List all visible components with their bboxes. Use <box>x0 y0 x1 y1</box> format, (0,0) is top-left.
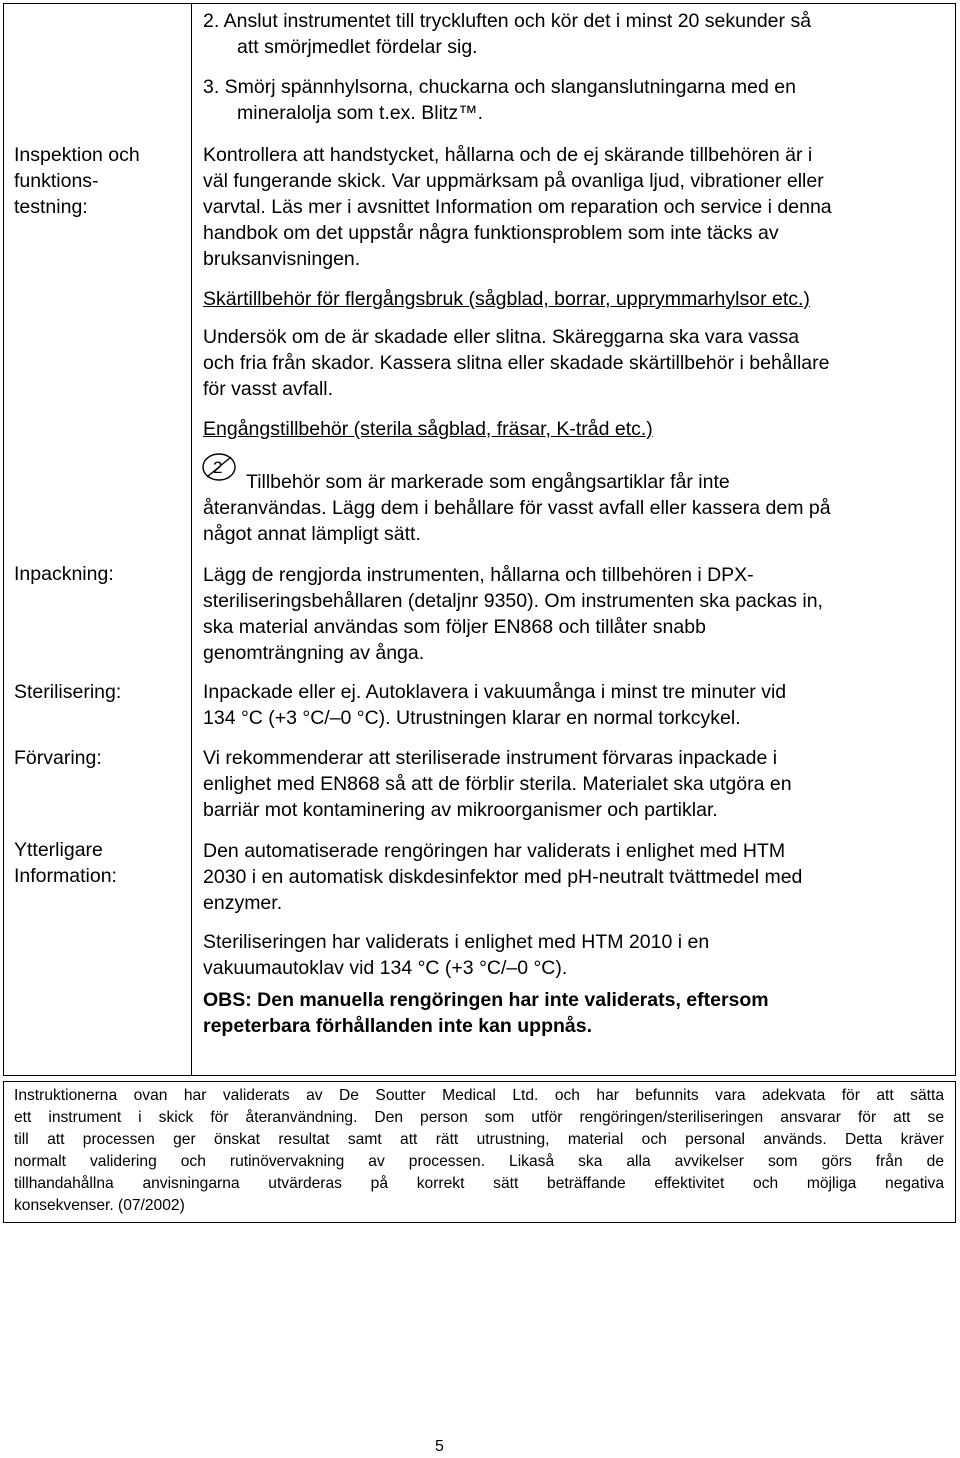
footer-line1: Instruktionerna ovan har validerats av De Soutter Medical Ltd. och har befunnits vara adekvata för att sätta <box>14 1087 944 1104</box>
inspection-para-line5: bruksanvisningen. <box>203 248 361 270</box>
table-right-border <box>955 3 956 1076</box>
inspection-para-line3: varvtal. Läs mer i avsnittet Information om reparation och service i denna <box>203 196 832 218</box>
table-top-border <box>3 3 956 4</box>
footer-line4: normalt validering och rutinövervakning av processen. Likaså ska alla avvikelser som görs från de <box>14 1153 944 1170</box>
reusable-para-line2: och fria från skador. Kassera slitna eller skadade skärtillbehör i behållare <box>203 352 830 374</box>
packing-line4: genomträngning av ånga. <box>203 642 425 664</box>
reusable-para-line1: Undersök om de är skadade eller slitna. Skäreggarna ska vara vassa <box>203 326 800 348</box>
additional-para2-line2: vakuumautoklav vid 134 °C (+3 °C/–0 °C). <box>203 957 568 979</box>
additional-para1-line3: enzymer. <box>203 892 283 914</box>
footer-line2: ett instrument i skick för återanvändning. Den person som utför rengöringen/steriliseringen ansvarar för att se <box>14 1109 944 1126</box>
do-not-reuse-icon <box>200 452 240 482</box>
inspection-para-line4: handbok om det uppstår några funktionsproblem som inte täcks av <box>203 222 779 244</box>
footer-line6: konsekvenser. (07/2002) <box>14 1197 185 1214</box>
single-use-para-line2: återanvändas. Lägg dem i behållare för vasst avfall eller kassera dem på <box>203 497 831 519</box>
footer-line5: tillhandahållna anvisningarna utvärderas på korrekt sätt beträffande effektivitet och möjliga negativa <box>14 1175 944 1192</box>
svg-text:2: 2 <box>213 458 223 477</box>
footer-line3: till att processen ger önskat resultat samt att rätt utrustning, material och personal används. Detta kräver <box>14 1131 944 1148</box>
table-column-divider <box>191 3 192 1076</box>
step-2-line1: 2. Anslut instrumentet till tryckluften och kör det i minst 20 sekunder så <box>203 10 812 32</box>
additional-para1-line1: Den automatiserade rengöringen har validerats i enlighet med HTM <box>203 840 786 862</box>
additional-para1-line2: 2030 i en automatisk diskdesinfektor med pH-neutralt tvättmedel med <box>203 866 803 888</box>
sterilization-line2: 134 °C (+3 °C/–0 °C). Utrustningen klarar en normal torkcykel. <box>203 707 741 729</box>
label-inspection-line2: funktions- <box>14 170 99 192</box>
packing-line1: Lägg de rengjorda instrumenten, hållarna och tillbehören i DPX- <box>203 564 754 586</box>
reusable-para-line3: för vasst avfall. <box>203 378 334 400</box>
label-storage: Förvaring: <box>14 747 102 769</box>
table-bottom-border <box>3 1075 956 1076</box>
single-use-heading: Engångstillbehör (sterila sågblad, fräsar, K-tråd etc.) <box>203 418 653 440</box>
sterilization-line1: Inpackade eller ej. Autoklavera i vakuumånga i minst tre minuter vid <box>203 681 787 703</box>
single-use-para-line1: Tillbehör som är markerade som engångsartiklar får inte <box>246 471 730 493</box>
single-use-para-line3: något annat lämpligt sätt. <box>203 523 421 545</box>
footer-box-top-border <box>3 1081 956 1082</box>
storage-line1: Vi rekommenderar att steriliserade instrument förvaras inpackade i <box>203 747 778 769</box>
obs-warning-line1: OBS: Den manuella rengöringen har inte validerats, eftersom <box>203 989 769 1011</box>
footer-box-bottom-border <box>3 1222 956 1223</box>
inspection-para-line1: Kontrollera att handstycket, hållarna och de ej skärande tillbehören är i <box>203 144 813 166</box>
storage-line3: barriär mot kontaminering av mikroorganismer och partiklar. <box>203 799 718 821</box>
inspection-para-line2: väl fungerande skick. Var uppmärksam på ovanliga ljud, vibrationer eller <box>203 170 824 192</box>
reusable-cutting-heading: Skärtillbehör för flergångsbruk (sågblad, borrar, upprymmarhylsor etc.) <box>203 288 810 310</box>
storage-line2: enlighet med EN868 så att de förblir sterila. Materialet ska utgöra en <box>203 773 792 795</box>
label-packing: Inpackning: <box>14 563 114 585</box>
footer-box-left-border <box>3 1081 4 1223</box>
label-inspection-line3: testning: <box>14 196 88 218</box>
packing-line3: ska material användas som följer EN868 och tillåter snabb <box>203 616 706 638</box>
step-3-line1: 3. Smörj spännhylsorna, chuckarna och slanganslutningarna med en <box>203 76 796 98</box>
label-additional-line2: Information: <box>14 865 117 887</box>
packing-line2: steriliseringsbehållaren (detaljnr 9350). Om instrumenten ska packas in, <box>203 590 823 612</box>
step-2-line2: att smörjmedlet fördelar sig. <box>237 36 478 58</box>
label-inspection-line1: Inspektion och <box>14 144 140 166</box>
page-number: 5 <box>435 1438 444 1455</box>
step-3-line2: mineralolja som t.ex. Blitz™. <box>237 102 483 124</box>
additional-para2-line1: Steriliseringen har validerats i enlighet med HTM 2010 i en <box>203 931 710 953</box>
table-left-border <box>3 3 4 1076</box>
label-sterilization: Sterilisering: <box>14 681 122 703</box>
obs-warning-line2: repeterbara förhållanden inte kan uppnås. <box>203 1015 593 1037</box>
label-additional-line1: Ytterligare <box>14 839 103 861</box>
footer-box-right-border <box>955 1081 956 1223</box>
